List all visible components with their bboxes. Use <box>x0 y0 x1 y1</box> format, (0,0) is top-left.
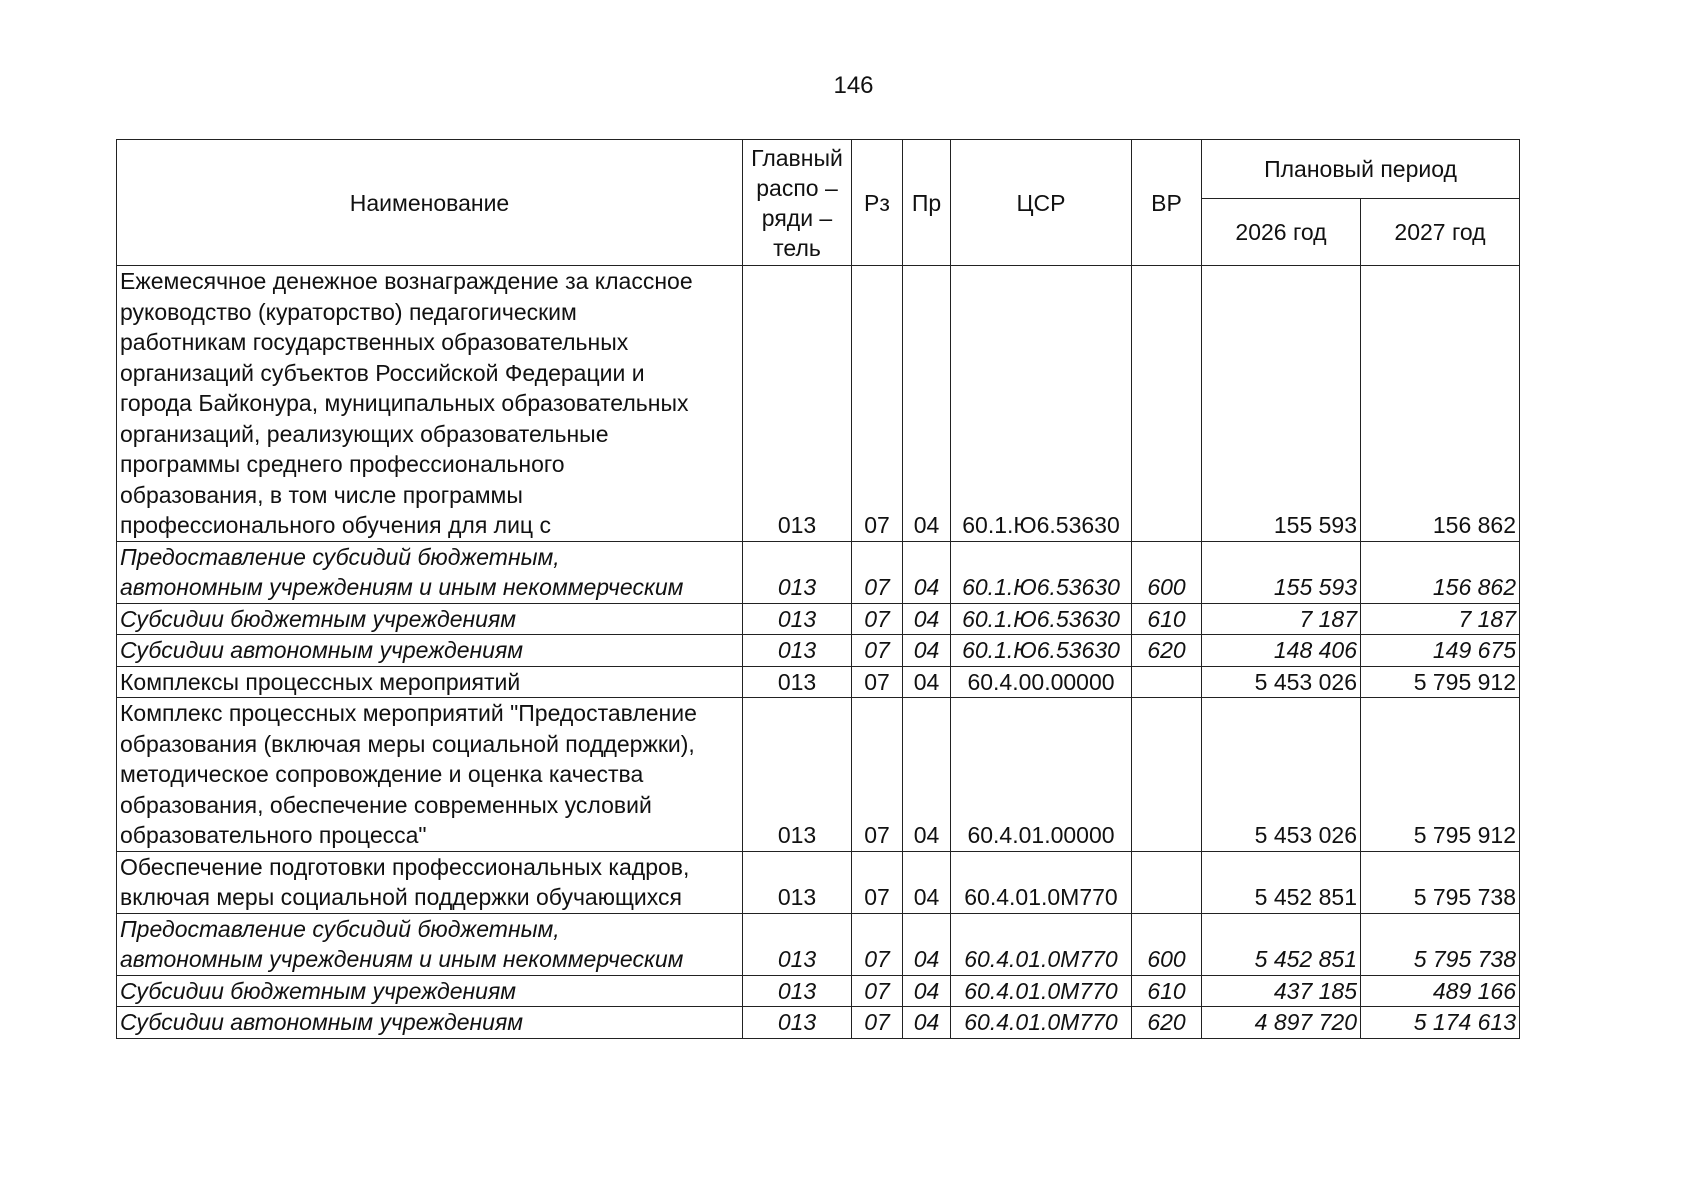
cell-subsection: 04 <box>903 603 951 635</box>
cell-chief-administrator: 013 <box>743 698 852 852</box>
cell-target-article: 60.4.01.0М770 <box>951 975 1132 1007</box>
cell-chief-administrator: 013 <box>743 541 852 603</box>
cell-target-article: 60.1.Ю6.53630 <box>951 266 1132 542</box>
header-subsection: Пр <box>903 140 951 266</box>
cell-amount-2027: 489 166 <box>1361 975 1520 1007</box>
cell-name: Обеспечение подготовки профессиональных кадров, включая меры социальной поддержки обучающихся <box>117 851 743 913</box>
cell-chief-administrator: 013 <box>743 603 852 635</box>
header-expense-type: ВР <box>1132 140 1202 266</box>
cell-name: Субсидии бюджетным учреждениям <box>117 975 743 1007</box>
cell-subsection: 04 <box>903 975 951 1007</box>
table-row <box>117 1007 1520 1039</box>
cell-section: 07 <box>852 635 903 667</box>
cell-subsection: 04 <box>903 266 951 542</box>
cell-subsection: 04 <box>903 851 951 913</box>
cell-section: 07 <box>852 913 903 975</box>
cell-expense-type <box>1132 666 1202 698</box>
cell-expense-type: 610 <box>1132 975 1202 1007</box>
cell-amount-2026: 155 593 <box>1202 541 1361 603</box>
table-row <box>117 603 1520 635</box>
header-year-2027: 2027 год <box>1361 199 1520 266</box>
cell-section: 07 <box>852 975 903 1007</box>
cell-chief-administrator: 013 <box>743 913 852 975</box>
cell-amount-2027: 5 795 912 <box>1361 698 1520 852</box>
cell-target-article: 60.4.01.00000 <box>951 698 1132 852</box>
table-row <box>117 851 1520 913</box>
cell-amount-2027: 5 795 738 <box>1361 851 1520 913</box>
header-chief-administrator: Главный распо – ряди – тель <box>743 140 852 266</box>
cell-chief-administrator: 013 <box>743 975 852 1007</box>
cell-expense-type: 620 <box>1132 635 1202 667</box>
cell-target-article: 60.4.00.00000 <box>951 666 1132 698</box>
cell-amount-2027: 7 187 <box>1361 603 1520 635</box>
cell-expense-type <box>1132 698 1202 852</box>
cell-name: Комплексы процессных мероприятий <box>117 666 743 698</box>
cell-amount-2027: 5 795 912 <box>1361 666 1520 698</box>
table-row <box>117 541 1520 603</box>
cell-section: 07 <box>852 1007 903 1039</box>
cell-target-article: 60.1.Ю6.53630 <box>951 635 1132 667</box>
header-section: Рз <box>852 140 903 266</box>
cell-expense-type: 610 <box>1132 603 1202 635</box>
cell-section: 07 <box>852 603 903 635</box>
cell-target-article: 60.4.01.0М770 <box>951 1007 1132 1039</box>
header-year-2026: 2026 год <box>1202 199 1361 266</box>
table-row <box>117 698 1520 852</box>
cell-amount-2026: 7 187 <box>1202 603 1361 635</box>
table-row <box>117 635 1520 667</box>
cell-target-article: 60.1.Ю6.53630 <box>951 541 1132 603</box>
cell-chief-administrator: 013 <box>743 851 852 913</box>
cell-name: Субсидии автономным учреждениям <box>117 635 743 667</box>
cell-name: Комплекс процессных мероприятий "Предоставление образования (включая меры социальной поддержки), методическое сопровождение и оценка качества образования, обеспечение современных условий образовательного процесса" <box>117 698 743 852</box>
cell-chief-administrator: 013 <box>743 666 852 698</box>
cell-name: Предоставление субсидий бюджетным, автономным учреждениям и иным некоммерческим <box>117 913 743 975</box>
cell-amount-2027: 5 795 738 <box>1361 913 1520 975</box>
table-body <box>117 266 1520 1039</box>
page-number: 146 <box>833 72 874 99</box>
table-row <box>117 666 1520 698</box>
header-planned-period: Плановый период <box>1202 140 1520 199</box>
cell-section: 07 <box>852 698 903 852</box>
cell-target-article: 60.4.01.0М770 <box>951 851 1132 913</box>
cell-subsection: 04 <box>903 913 951 975</box>
header-name: Наименование <box>117 140 743 266</box>
cell-name: Субсидии бюджетным учреждениям <box>117 603 743 635</box>
cell-amount-2026: 148 406 <box>1202 635 1361 667</box>
cell-name: Субсидии автономным учреждениям <box>117 1007 743 1039</box>
cell-amount-2027: 156 862 <box>1361 266 1520 542</box>
cell-expense-type <box>1132 851 1202 913</box>
cell-section: 07 <box>852 666 903 698</box>
cell-expense-type: 600 <box>1132 541 1202 603</box>
table-row <box>117 266 1520 542</box>
cell-amount-2027: 149 675 <box>1361 635 1520 667</box>
cell-amount-2026: 155 593 <box>1202 266 1361 542</box>
cell-amount-2026: 5 452 851 <box>1202 913 1361 975</box>
cell-expense-type: 620 <box>1132 1007 1202 1039</box>
cell-subsection: 04 <box>903 666 951 698</box>
budget-table <box>116 139 1520 1039</box>
cell-target-article: 60.1.Ю6.53630 <box>951 603 1132 635</box>
cell-expense-type <box>1132 266 1202 542</box>
cell-section: 07 <box>852 541 903 603</box>
cell-subsection: 04 <box>903 541 951 603</box>
cell-section: 07 <box>852 851 903 913</box>
cell-chief-administrator: 013 <box>743 1007 852 1039</box>
cell-subsection: 04 <box>903 698 951 852</box>
cell-chief-administrator: 013 <box>743 635 852 667</box>
table-row <box>117 913 1520 975</box>
cell-amount-2026: 437 185 <box>1202 975 1361 1007</box>
cell-amount-2027: 5 174 613 <box>1361 1007 1520 1039</box>
cell-amount-2026: 5 453 026 <box>1202 666 1361 698</box>
table-row <box>117 975 1520 1007</box>
cell-subsection: 04 <box>903 1007 951 1039</box>
cell-amount-2026: 5 453 026 <box>1202 698 1361 852</box>
header-target-article: ЦСР <box>951 140 1132 266</box>
cell-name: Ежемесячное денежное вознаграждение за классное руководство (кураторство) педагогическим работникам государственных образовательных организаций субъектов Российской Федерации и города Байконура, муниципальных образовательных организаций, реализующих образовательные программы среднего профессионального образования, в том числе программы профессионального обучения для лиц с <box>117 266 743 542</box>
cell-name: Предоставление субсидий бюджетным, автономным учреждениям и иным некоммерческим <box>117 541 743 603</box>
cell-section: 07 <box>852 266 903 542</box>
cell-amount-2026: 4 897 720 <box>1202 1007 1361 1039</box>
cell-chief-administrator: 013 <box>743 266 852 542</box>
cell-amount-2027: 156 862 <box>1361 541 1520 603</box>
cell-subsection: 04 <box>903 635 951 667</box>
cell-target-article: 60.4.01.0М770 <box>951 913 1132 975</box>
cell-expense-type: 600 <box>1132 913 1202 975</box>
cell-amount-2026: 5 452 851 <box>1202 851 1361 913</box>
